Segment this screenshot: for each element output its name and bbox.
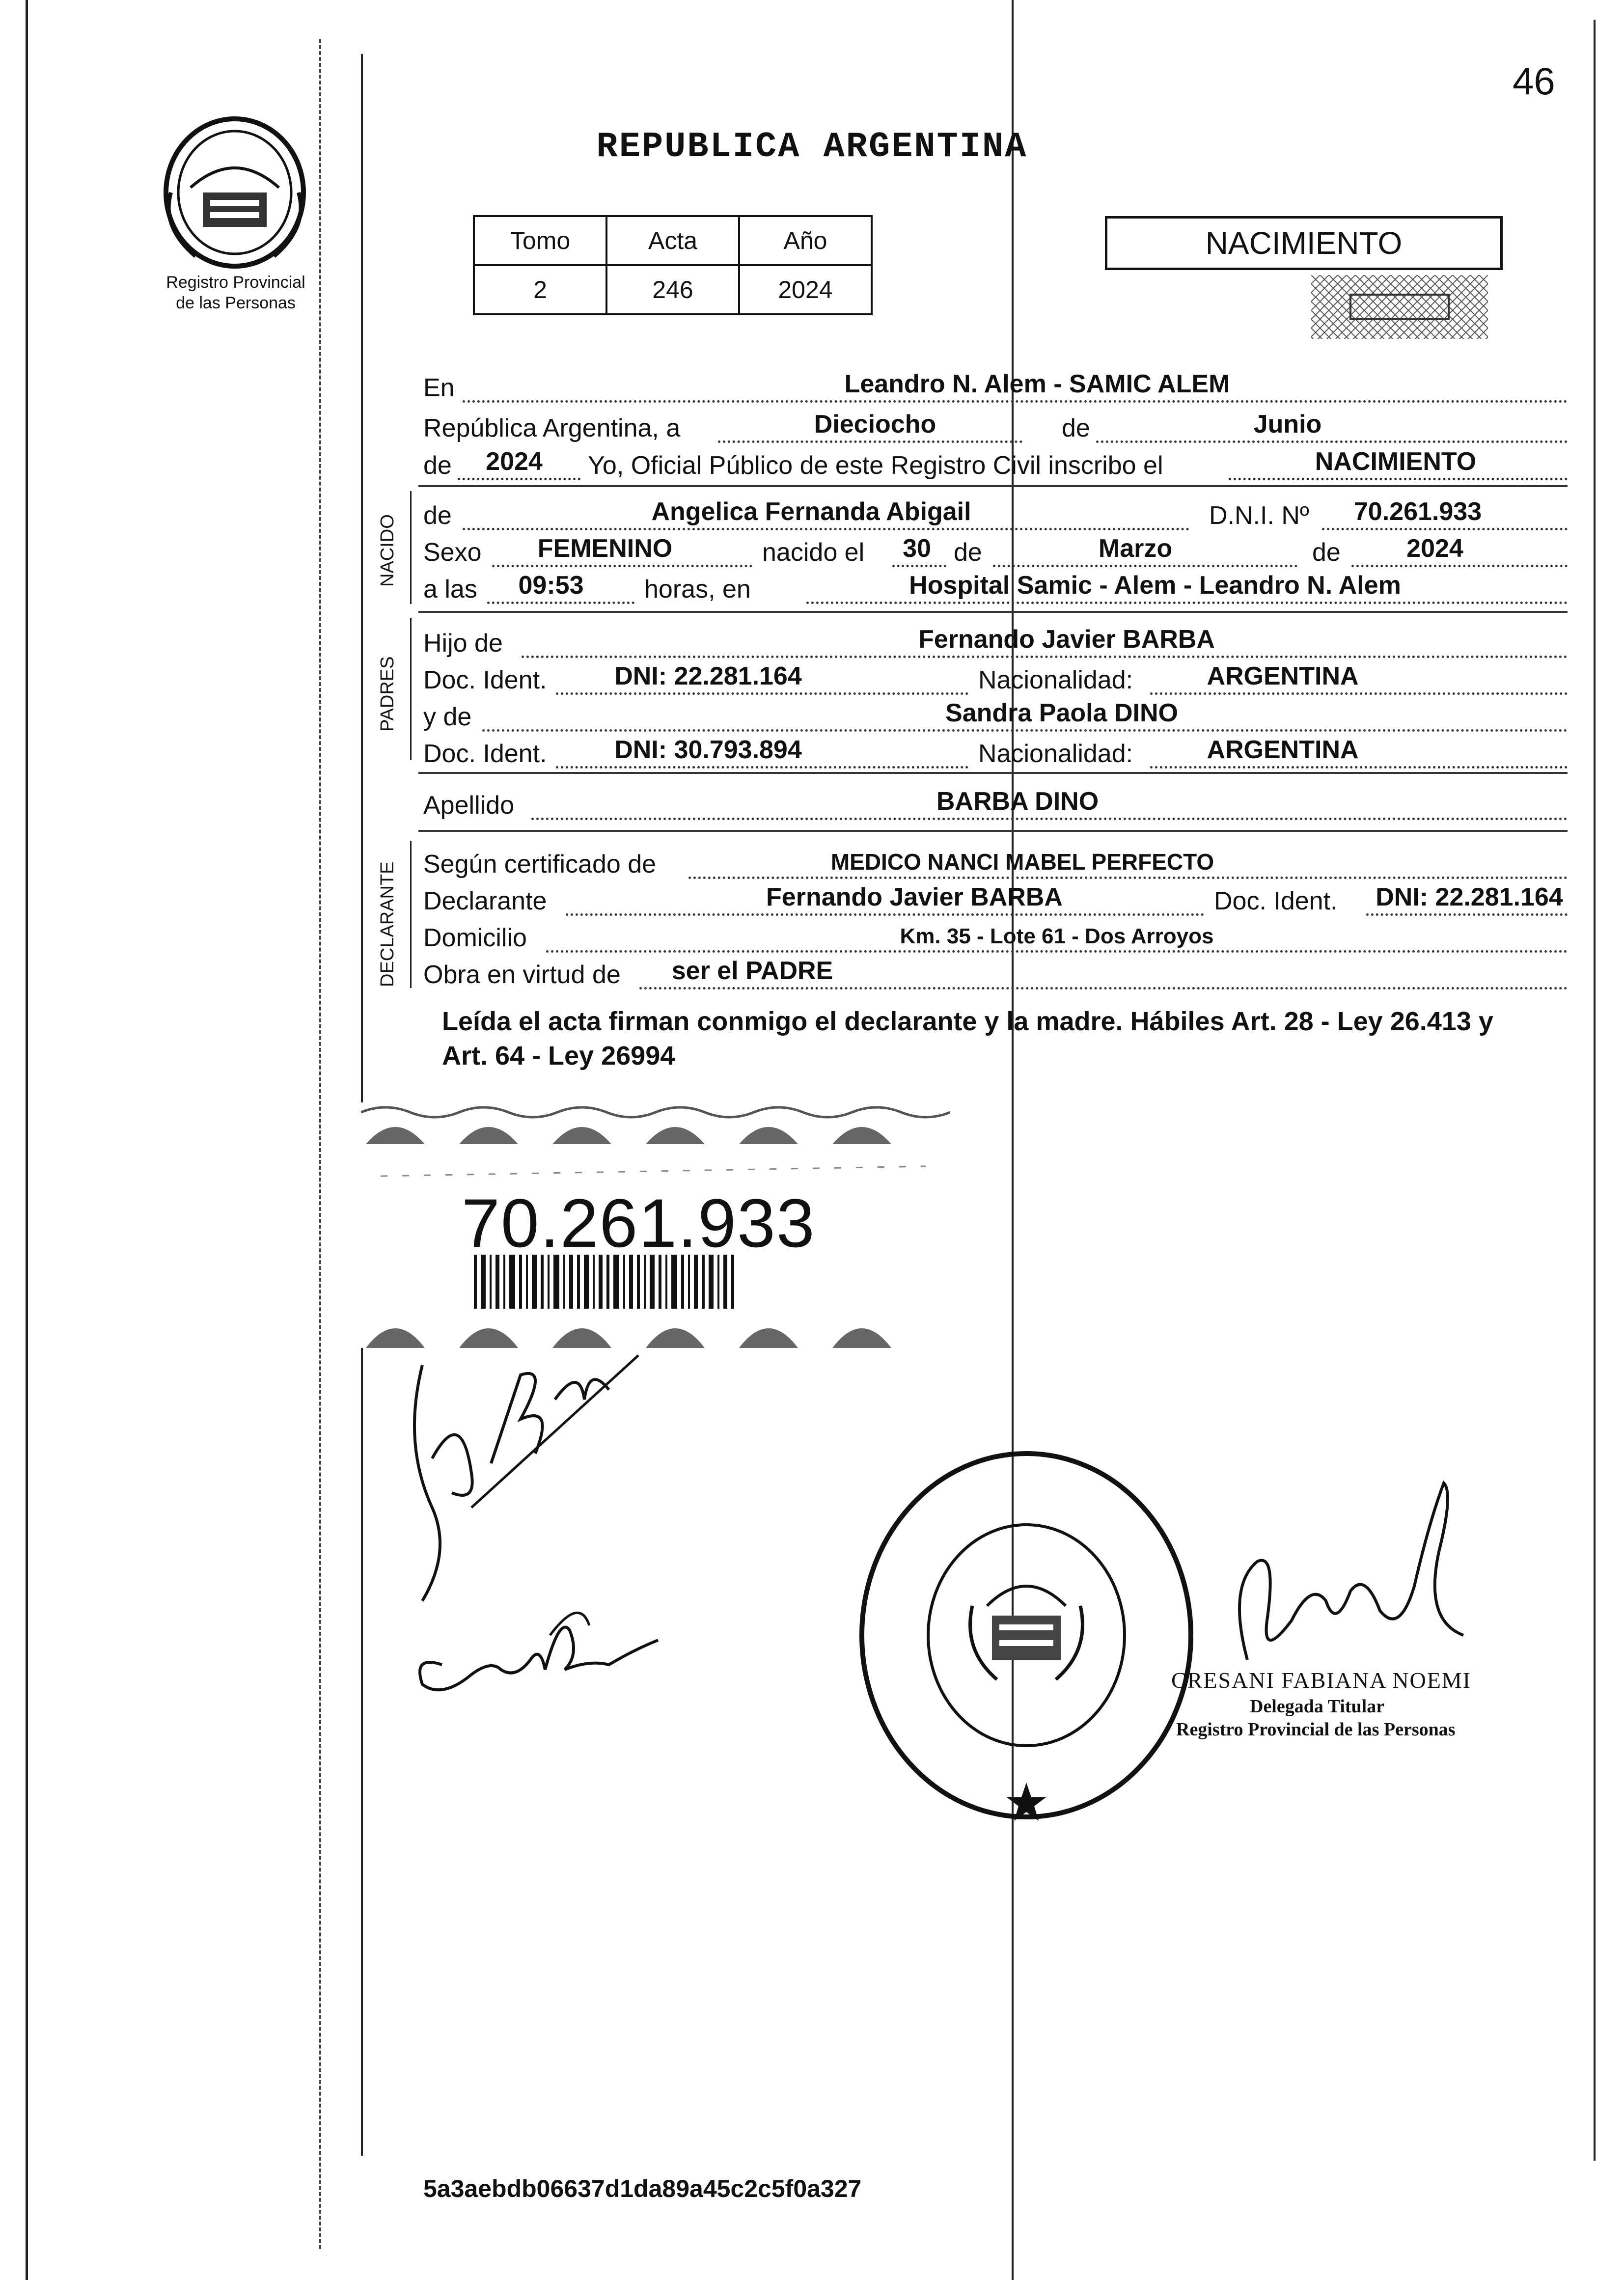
official-role: Delegada Titular (1250, 1696, 1385, 1717)
row-mother (423, 697, 1568, 732)
official-stamp-icon (850, 1444, 1203, 1827)
label-de-birthyear: de (1312, 538, 1341, 567)
value-place: Leandro N. Alem - SAMIC ALEM (844, 370, 1230, 398)
row-father (423, 624, 1568, 658)
value-mother-doc: DNI: 30.793.894 (614, 736, 802, 764)
row-nacido-sexo (423, 533, 1568, 567)
row-nacido-hora (423, 570, 1568, 604)
value-month: Junio (1253, 410, 1322, 439)
value-apellido: BARBA DINO (936, 787, 1099, 816)
label-republica: República Argentina, a (423, 414, 681, 442)
label-horas-en: horas, en (644, 575, 751, 604)
separator (418, 485, 1568, 487)
acta-table (473, 215, 873, 315)
label-en: En (423, 374, 455, 402)
value-birth-year: 2024 (1406, 534, 1463, 563)
table-cell: 2 (474, 265, 606, 314)
label-de-year: de (423, 451, 452, 480)
row-declarante (423, 881, 1568, 916)
document-hash: 5a3aebdb06637d1da89a45c2c5f0a327 (423, 2175, 862, 2202)
row-year (423, 446, 1568, 480)
row-date (423, 409, 1568, 443)
value-inscribo: NACIMIENTO (1315, 447, 1477, 476)
org-line-2: de las Personas (176, 294, 296, 312)
value-mother-name: Sandra Paola DINO (945, 699, 1178, 727)
section-label-padres: PADRES (377, 656, 398, 732)
value-mother-nac: ARGENTINA (1207, 736, 1359, 764)
value-year: 2024 (486, 447, 543, 476)
label-nacido-el: nacido el (762, 538, 865, 567)
label-a-las: a las (423, 575, 477, 604)
table-cell: 2024 (739, 265, 872, 314)
row-obra (423, 955, 1568, 989)
value-child-name: Angelica Fernanda Abigail (651, 497, 971, 526)
separator (418, 830, 1568, 832)
barcode-number: 70.261.933 (462, 1184, 816, 1262)
section-label-nacido: NACIDO (377, 514, 398, 587)
label-de: de (1062, 414, 1090, 442)
section-bracket (410, 618, 412, 760)
mother-signature-icon (403, 1586, 688, 1699)
closing-note: Leída el acta firman conmigo el declarante y la madre. Hábiles Art. 28 - Ley 26.413 y Art. 64 - Ley 26994 (442, 1007, 1493, 1071)
label-segun-certificado: Según certificado de (423, 850, 657, 879)
label-doc-ident: Doc. Ident. (423, 666, 547, 694)
label-obra: Obra en virtud de (423, 961, 621, 989)
value-declarante-doc: DNI: 22.281.164 (1376, 883, 1563, 911)
table-header: Tomo (474, 216, 606, 265)
right-margin-line (1594, 20, 1596, 2161)
row-apellido (423, 786, 1568, 820)
table-cell: 246 (606, 265, 739, 314)
label-dni: D.N.I. Nº (1209, 501, 1309, 530)
table-header: Año (739, 216, 872, 265)
label-nacionalidad: Nacionalidad: (978, 740, 1133, 768)
fold-line (1012, 0, 1014, 2280)
label-nacionalidad: Nacionalidad: (978, 666, 1133, 694)
row-certificado (423, 845, 1568, 879)
value-birth-place: Hospital Samic - Alem - Leandro N. Alem (909, 571, 1401, 600)
label-y-de: y de (423, 703, 472, 731)
value-birth-month: Marzo (1098, 534, 1173, 563)
row-nacido-name (423, 496, 1568, 530)
value-child-dni: 70.261.933 (1353, 497, 1482, 526)
row-en (423, 368, 1568, 403)
label-apellido: Apellido (423, 791, 515, 820)
label-doc-ident: Doc. Ident. (1214, 887, 1338, 915)
org-line-1: Registro Provincial (166, 273, 305, 292)
value-certificado: MEDICO NANCI MABEL PERFECTO (830, 849, 1214, 875)
value-birth-day: 30 (903, 534, 931, 563)
official-name: CRESANI FABIANA NOEMI (1171, 1668, 1472, 1693)
value-day: Dieciocho (814, 410, 936, 439)
row-domicilio (423, 918, 1568, 953)
label-de-month: de (954, 538, 982, 567)
official-org: Registro Provincial de las Personas (1176, 1719, 1456, 1740)
label-de-name: de (423, 501, 452, 530)
row-mother-doc (423, 734, 1568, 769)
left-edge-line (26, 0, 28, 2280)
section-bracket (410, 841, 412, 988)
section-bracket (410, 491, 412, 604)
label-inscribo: Yo, Oficial Público de este Registro Civil inscribo el (588, 451, 1163, 480)
separator (418, 772, 1568, 774)
official-signature-icon (1208, 1473, 1483, 1679)
label-hijo-de: Hijo de (423, 629, 503, 658)
record-type-box: NACIMIENTO (1105, 216, 1503, 270)
table-header: Acta (606, 216, 739, 265)
security-pattern-icon (1311, 275, 1488, 339)
label-domicilio: Domicilio (423, 924, 527, 952)
document-title: REPUBLICA ARGENTINA (596, 127, 1028, 167)
label-declarante: Declarante (423, 887, 547, 915)
value-father-doc: DNI: 22.281.164 (614, 662, 802, 690)
value-sexo: FEMENINO (537, 534, 673, 563)
value-declarante: Fernando Javier BARBA (766, 883, 1063, 911)
label-sexo: Sexo (423, 538, 482, 567)
value-father-name: Fernando Javier BARBA (918, 625, 1215, 654)
value-domicilio: Km. 35 - Lote 61 - Dos Arroyos (900, 924, 1214, 948)
left-dashed-line (319, 39, 321, 2249)
section-label-declarante: DECLARANTE (377, 861, 398, 987)
label-doc-ident: Doc. Ident. (423, 740, 547, 768)
separator (418, 611, 1568, 613)
declarant-signature-icon (393, 1346, 648, 1621)
value-obra: ser el PADRE (671, 957, 833, 985)
value-hour: 09:53 (518, 571, 584, 600)
value-father-nac: ARGENTINA (1207, 662, 1359, 690)
row-father-doc (423, 660, 1568, 695)
page-number: 46 (1513, 59, 1555, 103)
